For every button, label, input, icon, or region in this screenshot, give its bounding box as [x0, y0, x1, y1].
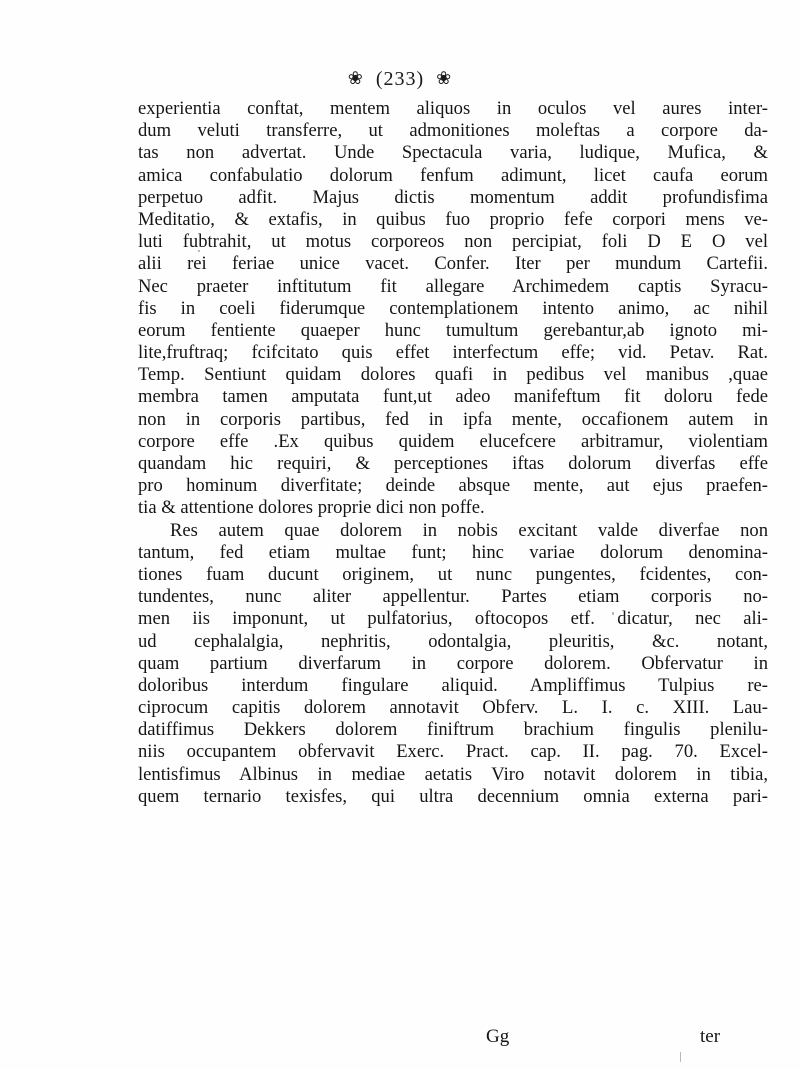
page-header: [0, 68, 800, 91]
text-line: quem ternario texisfes, qui ultra decennium omnia externa pari-: [138, 785, 768, 807]
text-line: tas non advertat. Unde Spectacula varia, ludique, Mufica, &: [138, 142, 768, 164]
text-line: quam partium diverfarum in corpore dolorem. Obfervatur in: [138, 652, 768, 674]
text-line: membra tamen amputata funt,ut adeo manifeftum fit doloru fede: [138, 386, 768, 408]
text-line: tantum, fed etiam multae funt; hinc variae dolorum denomina-: [138, 541, 768, 563]
text-line: perpetuo adfit. Majus dictis momentum addit profundisfima: [138, 186, 768, 208]
text-line: corpore effe .Ex quibus quidem elucefcere arbitramur, violentiam: [138, 430, 768, 452]
text-line: amica confabulatio dolorum fenfum adimunt, licet caufa eorum: [138, 164, 768, 186]
text-line: luti fubtrahit, ut motus corporeos non percipiat, foli D E O vel: [138, 231, 768, 253]
text-line: pro hominum diverfitate; deinde absque mente, aut ejus praefen-: [138, 475, 768, 497]
page-number: (233): [375, 68, 425, 90]
text-line: niis occupantem obfervavit Exerc. Pract. cap. II. pag. 70. Excel-: [138, 741, 768, 763]
text-line: lite,fruftraq; fcifcitato quis effet interfectum effe; vid. Petav. Rat.: [138, 342, 768, 364]
text-line: experientia conftat, mentem aliquos in oculos vel aures inter-: [138, 98, 768, 119]
text-line: dum veluti transferre, ut admonitiones moleftas a corpore da-: [138, 120, 768, 142]
text-line: Res autem quae dolorem in nobis excitant valde diverfae non: [170, 519, 768, 541]
text-line: ud cephalalgia, nephritis, odontalgia, pleuritis, &c. notant,: [138, 630, 768, 652]
text-line: quandam hic requiri, & perceptiones iftas dolorum diverfas effe: [138, 453, 768, 474]
text-line: Temp. Sentiunt quidam dolores quafi in pedibus vel manibus ,quae: [138, 364, 768, 386]
text-line: datiffimus Dekkers dolorem finiftrum brachium fingulis plenilu-: [138, 719, 768, 741]
signature-mark: Gg: [486, 1026, 510, 1047]
text-line: tiones fuam ducunt originem, ut nunc pungentes, fcidentes, con-: [138, 563, 768, 585]
paper-speck: [680, 1052, 681, 1062]
text-line: fis in coeli fiderumque contemplationem intento animo, ac nihil: [138, 297, 768, 319]
text-line: ciprocum capitis dolorem annotavit Obferv. L. I. c. XIII. Lau-: [138, 697, 768, 719]
text-line: Nec praeter inftitutum fit allegare Archimedem captis Syracu-: [138, 275, 768, 297]
catchword: ter: [700, 1026, 721, 1047]
text-line: men iis imponunt, ut pulfatorius, oftocopos etf. dicatur, nec ali-: [138, 608, 768, 630]
flower-ornament-icon: ❀: [347, 68, 364, 88]
text-line: non in corporis partibus, fed in ipfa mente, occafionem autem in: [138, 408, 768, 430]
text-line: alii rei feriae unice vacet. Confer. Iter per mundum Cartefii.: [138, 253, 768, 275]
text-line: eorum fentiente quaeper hunc tumultum gerebantur,ab ignoto mi-: [138, 319, 768, 341]
body-text: [138, 98, 768, 808]
text-line: Meditatio, & extafis, in quibus fuo proprio fefe corpori mens ve-: [138, 208, 768, 230]
text-line: tia & attentione dolores proprie dici non poffe.: [138, 497, 485, 519]
text-line: lentisfimus Albinus in mediae aetatis Viro notavit dolorem in tibia,: [138, 763, 768, 785]
text-line: tundentes, nunc aliter appellentur. Partes etiam corporis no-: [138, 586, 768, 608]
text-line: doloribus interdum fingulare aliquid. Ampliffimus Tulpius re-: [138, 674, 768, 696]
flower-ornament-icon: ❀: [436, 68, 453, 88]
